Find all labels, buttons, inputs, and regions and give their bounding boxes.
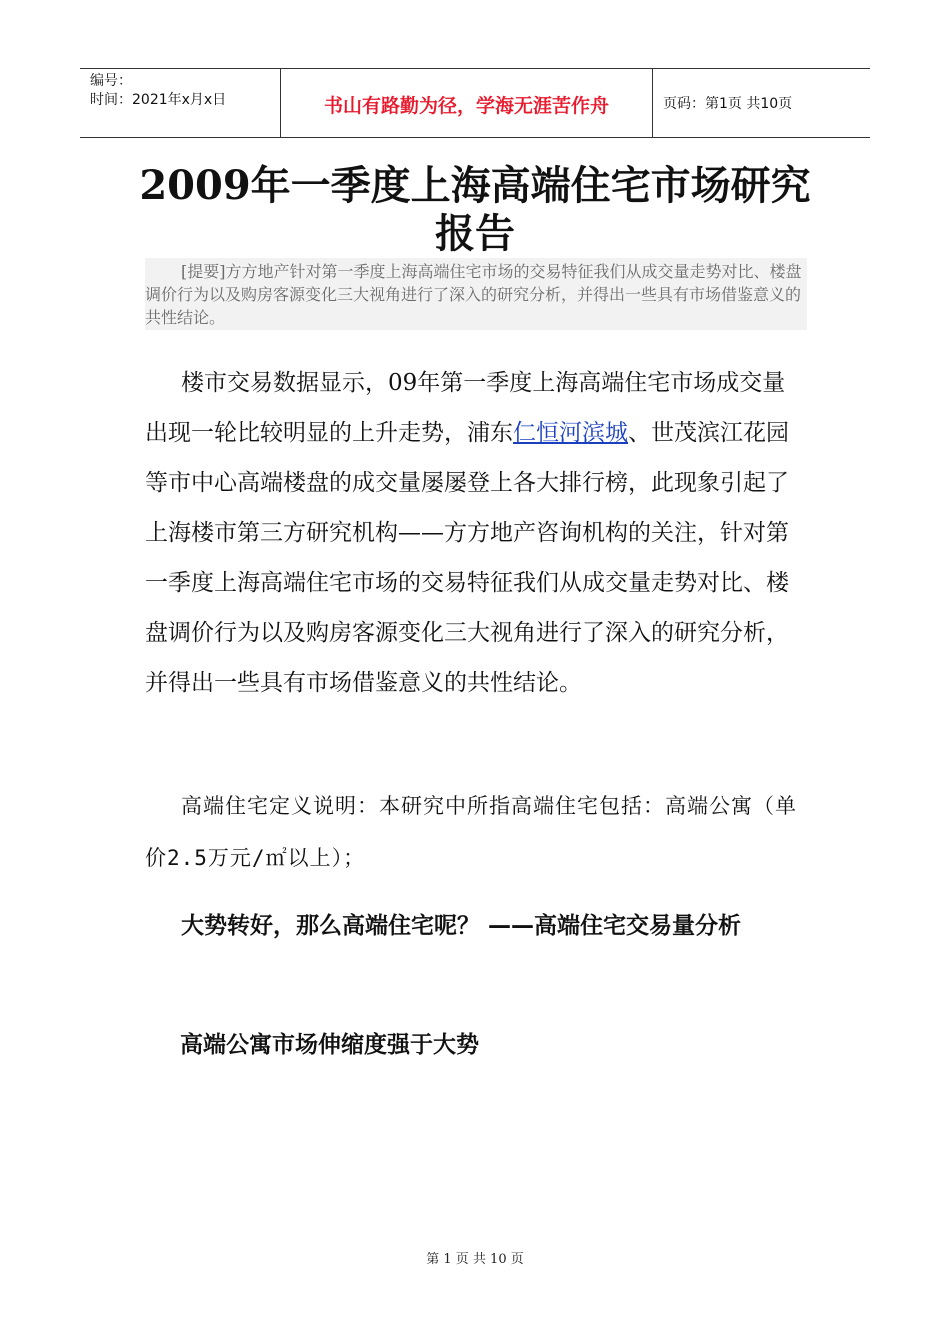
document-title: 2009年一季度上海高端住宅市场研究报告 [139, 162, 811, 257]
section-heading-text: 大势转好，那么高端住宅呢？ ——高端住宅交易量分析 [181, 913, 742, 939]
paragraph-intro [145, 358, 805, 708]
page-info: 页码：第1页 共10页 [663, 96, 793, 112]
date-label: 时间：2021年x月x日 [90, 92, 227, 108]
summary-box [145, 258, 807, 330]
intro-text-before-link: 楼市交易数据显示，09年第一季度上海高端住宅市场成交量出现一轮比较明显的上升走势，浦东 [145, 370, 786, 446]
page-footer: 第 1 页 共 10 页 [426, 1252, 524, 1267]
header-meta-cell [80, 69, 281, 137]
motto-text: 书山有路勤为径，学海无涯苦作舟 [281, 69, 653, 137]
subsection-heading: 高端公寓市场伸缩度强于大势 [180, 1032, 479, 1058]
number-label: 编号： [90, 73, 132, 89]
intro-text-after-link: 、世茂滨江花园等市中心高端楼盘的成交量屡屡登上各大排行榜，此现象引起了上海楼市第三方研究机构——方方地产咨询机构的关注，针对第一季度上海高端住宅市场的交易特征我们从成交量走势对比、楼盘调价行为以及购房客源变化三大视角进行了深入的研究分析，并得出一些具有市场借鉴意义的共性结论。 [145, 420, 789, 696]
definition-text: 高端住宅定义说明：本研究中所指高端住宅包括：高端公寓（单价2.5万元/㎡以上）； [145, 794, 797, 870]
paragraph-definition [145, 780, 805, 884]
document-header [80, 68, 870, 138]
summary-text: [提要]方方地产针对第一季度上海高端住宅市场的交易特征我们从成交量走势对比、楼盘调价行为以及购房客源变化三大视角进行了深入的研究分析，并得出一些具有市场借鉴意义的共性结论。 [145, 262, 802, 327]
project-link[interactable]: 仁恒河滨城 [513, 420, 628, 446]
section-heading [145, 900, 805, 952]
